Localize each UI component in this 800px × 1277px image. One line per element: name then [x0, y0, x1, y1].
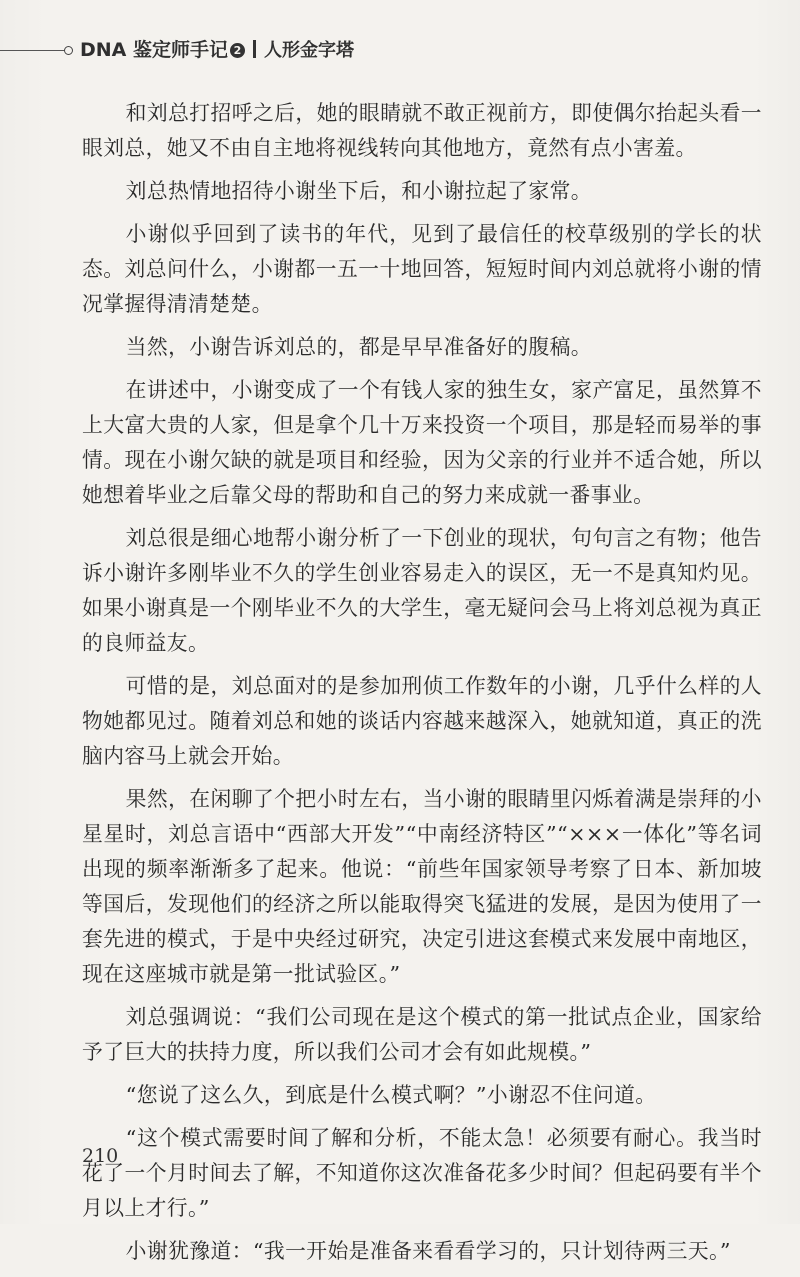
header-circle-ornament — [64, 46, 73, 55]
page-number: 210 — [82, 1145, 119, 1167]
paragraph: “这个模式需要时间了解和分析，不能太急！必须要有耐心。我当时花了一个月时间去了解，不知道你这次准备花多少时间？但起码要有半个月以上才行。” — [82, 1126, 762, 1220]
paragraph: 在讲述中，小谢变成了一个有钱人家的独生女，家产富足，虽然算不上大富大贵的人家，但是拿个几十万来投资一个项目，那是轻而易举的事情。现在小谢欠缺的就是项目和经验，因为父亲的行业并不适合她，所以她想着毕业之后靠父母的帮助和自己的努力来成就一番事业。 — [82, 378, 762, 507]
chapter-title: 人形金字塔 — [264, 40, 354, 61]
paragraph: 当然，小谢告诉刘总的，都是早早准备好的腹稿。 — [125, 335, 593, 359]
paragraph: 小谢犹豫道：“我一开始是准备来看看学习的，只计划待两三天。” — [125, 1239, 731, 1263]
paragraph: 小谢似乎回到了读书的年代，见到了最信任的校草级别的学长的状态。刘总问什么，小谢都一五一十地回答，短短时间内刘总就将小谢的情况掌握得清清楚楚。 — [82, 222, 762, 316]
header-rule-line — [0, 50, 66, 51]
paragraph: 刘总强调说：“我们公司现在是这个模式的第一批试点企业，国家给予了巨大的扶持力度，所以我们公司才会有如此规模。” — [82, 1005, 762, 1064]
paragraph: 果然，在闲聊了个把小时左右，当小谢的眼睛里闪烁着满是崇拜的小星星时，刘总言语中“西部大开发”“中南经济特区”“×××一体化”等名词出现的频率渐渐多了起来。他说：“前些年国家领导考察了日本、新加坡等国后，发现他们的经济之所以能取得突飞猛进的发展，是因为使用了一套先进的模式，于是中央经过研究，决定引进这套模式来发展中南地区，现在这座城市就是第一批试验区。” — [82, 787, 762, 986]
paragraph: 刘总热情地招待小谢坐下后，和小谢拉起了家常。 — [125, 179, 593, 203]
body-text — [82, 96, 762, 1277]
book-title: DNA 鉴定师手记 — [80, 39, 228, 61]
paragraph: 可惜的是，刘总面对的是参加刑侦工作数年的小谢，几乎什么样的人物她都见过。随着刘总和她的谈话内容越来越深入，她就知道，真正的洗脑内容马上就会开始。 — [82, 674, 762, 768]
paragraph: “您说了这么久，到底是什么模式啊？”小谢忍不住问道。 — [125, 1083, 657, 1107]
volume-badge: 2 — [230, 43, 245, 58]
paragraph: 刘总很是细心地帮小谢分析了一下创业的现状，句句言之有物；他告诉小谢许多刚毕业不久的学生创业容易走入的误区，无一不是真知灼见。如果小谢真是一个刚毕业不久的大学生，毫无疑问会马上将刘总视为真正的良师益友。 — [82, 526, 762, 655]
paragraph: 和刘总打招呼之后，她的眼睛就不敢正视前方，即使偶尔抬起头看一眼刘总，她又不由自主地将视线转向其他地方，竟然有点小害羞。 — [82, 101, 762, 160]
header-text — [80, 36, 354, 65]
running-header — [0, 36, 800, 66]
header-separator — [253, 40, 256, 58]
